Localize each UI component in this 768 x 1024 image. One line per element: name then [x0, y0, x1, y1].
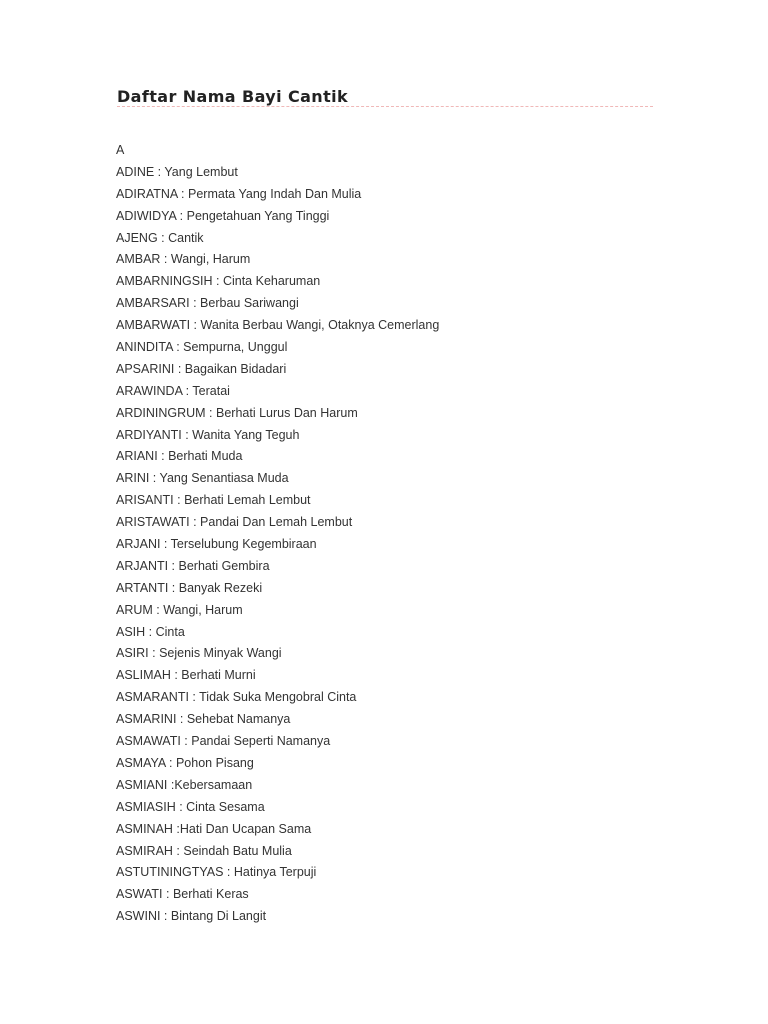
list-item: ASMIASIH : Cinta Sesama — [116, 799, 265, 814]
list-item: ARTANTI : Banyak Rezeki — [116, 580, 263, 595]
list-item: AJENG : Cantik — [116, 230, 204, 245]
list-item: ASMAYA : Pohon Pisang — [116, 755, 254, 770]
list-item: APSARINI : Bagaikan Bidadari — [116, 361, 287, 376]
list-item: ADIRATNA : Permata Yang Indah Dan Mulia — [116, 186, 362, 201]
list-item: ARISANTI : Berhati Lemah Lembut — [116, 493, 311, 508]
list-item: ASMIRAH : Seindah Batu Mulia — [116, 843, 292, 858]
title-dashed-rule — [117, 106, 653, 107]
list-item: AMBARNINGSIH : Cinta Keharuman — [116, 274, 321, 289]
list-item: ARDIYANTI : Wanita Yang Teguh — [116, 427, 300, 442]
list-item: ASTUTININGTYAS : Hatinya Terpuji — [116, 865, 317, 880]
list-item: ARJANI : Terselubung Kegembiraan — [116, 537, 317, 552]
list-item: ARJANTI : Berhati Gembira — [116, 558, 270, 573]
list-item: ANINDITA : Sempurna, Unggul — [116, 340, 288, 355]
list-item: ARISTAWATI : Pandai Dan Lemah Lembut — [116, 515, 353, 530]
list-item: ADIWIDYA : Pengetahuan Yang Tinggi — [116, 208, 330, 223]
list-item: ARINI : Yang Senantiasa Muda — [116, 471, 289, 486]
list-item: ASMINAH :Hati Dan Ucapan Sama — [116, 821, 312, 836]
list-item: ASLIMAH : Berhati Murni — [116, 668, 256, 683]
list-item: ARDININGRUM : Berhati Lurus Dan Harum — [116, 405, 358, 420]
list-item: ARIANI : Berhati Muda — [116, 449, 243, 464]
list-item: ASIH : Cinta — [116, 624, 185, 639]
list-item: ARAWINDA : Teratai — [116, 383, 230, 398]
list-item: ASMARANTI : Tidak Suka Mengobral Cinta — [116, 690, 357, 705]
list-item: ADINE : Yang Lembut — [116, 164, 238, 179]
list-item: AMBARWATI : Wanita Berbau Wangi, Otaknya Cemerlang — [116, 318, 440, 333]
list-item: ASWINI : Bintang Di Langit — [116, 909, 267, 924]
list-item: ASMARINI : Sehebat Namanya — [116, 712, 291, 727]
section-letter: A — [116, 143, 125, 157]
list-item: ASWATI : Berhati Keras — [116, 887, 249, 902]
list-item: AMBARSARI : Berbau Sariwangi — [116, 296, 299, 311]
name-list — [116, 140, 676, 928]
list-item: ASMAWATI : Pandai Seperti Namanya — [116, 734, 331, 749]
list-item: ASIRI : Sejenis Minyak Wangi — [116, 646, 282, 661]
list-item: ARUM : Wangi, Harum — [116, 602, 243, 617]
page-title: Daftar Nama Bayi Cantik — [117, 87, 349, 106]
list-item: ASMIANI :Kebersamaan — [116, 777, 253, 792]
title-block — [117, 86, 653, 110]
list-item: AMBAR : Wangi, Harum — [116, 252, 251, 267]
